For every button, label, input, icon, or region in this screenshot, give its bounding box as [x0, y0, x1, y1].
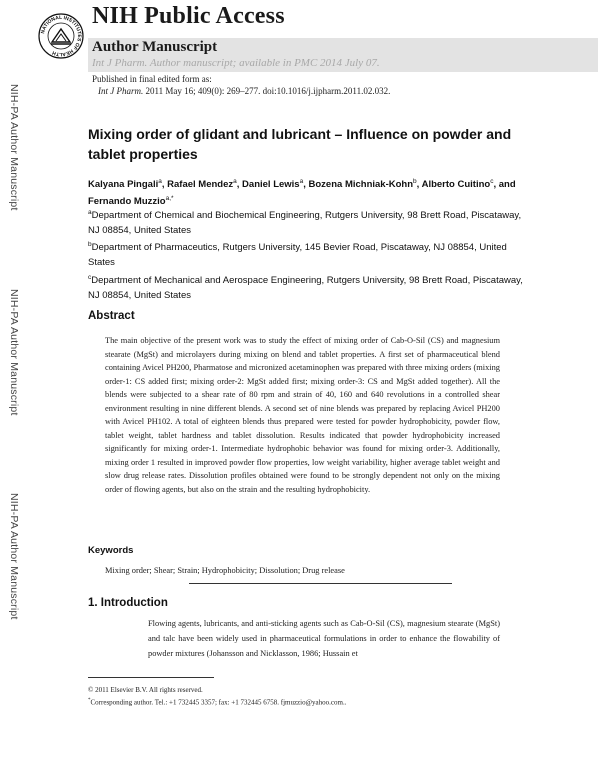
corresponding-mark: * [88, 698, 91, 703]
introduction-body: Flowing agents, lubricants, and anti-sticking agents such as Cab-O-Sil (CS), magnesium stearate (MgSt) and talc have been widely used in pharmaceutical formulations in order to enhance the flowability of powder mixtures (Johansson and Nicklasson, 1986; Hussain et [148, 619, 500, 658]
author-affiliation-mark: a,* [165, 195, 174, 203]
affiliation-text: Department of Pharmaceutics, Rutgers University, 145 Bevier Road, Piscataway, NJ 08854, United States [88, 242, 507, 269]
footnote-divider [88, 677, 214, 678]
paper-title: Mixing order of glidant and lubricant – Influence on powder and tablet properties [88, 126, 512, 162]
author-separator: , [161, 179, 168, 191]
nih-public-access-title: NIH Public Access [92, 3, 285, 29]
affiliation-text: Department of Chemical and Biochemical Engineering, Rutgers University, 98 Brett Road, Piscataway, NJ 08854, United States [88, 210, 522, 237]
corresponding-author-note [88, 698, 346, 706]
author-name: Fernando Muzzio [88, 196, 166, 208]
affiliation-mark: a [88, 209, 92, 216]
sidebar-manuscript-label: NIH-PA Author Manuscript [8, 289, 20, 416]
sidebar-manuscript-label: NIH-PA Author Manuscript [8, 493, 20, 620]
keywords-list: Mixing order; Shear; Strain; Hydrophobicity; Dissolution; Drug release [105, 566, 345, 575]
affiliation [88, 237, 528, 270]
author-affiliation-mark: b [413, 178, 417, 185]
abstract-body: The main objective of the present work was to study the effect of mixing order of Cab-O-Sil (CS) and magnesium stearate (MgSt) and microlayers during mixing on blend and tablet properties. A first set of pharmaceutical blend containing Avicel PH200, Pharmatose and micronized acetaminophen was prepared with three mixing orders (mixing order-1: CS added first; mixing order-2: MgSt added first; mixing order-3: CS and MgSt added together). All the blends were subjected to a shear rate of 80 rpm and strain of 40, 160 and 640 revolutions in a controlled shear environment resulting in nine different blends. A second set of nine blends was prepared by replacing Avicel PH200 with Avicel PH102. A total of eighteen blends thus prepared were tested for powder hydrophobicity, powder flow, tablet weight, tablet hardness and tablet dissolution. Results indicated that powder hydrophobicity increased significantly for mixing order-1. Intermediate hydrophobic behavior was found for mixing order-3. Additionally, mixing order 1 resulted in improved powder flow properties, low weight variability, higher average tablet weight and slow drug release rates. Dissolution profiles obtained were found to be strongly dependent not only on the mixing order of flowing agents, but also on the strain and the resulting hydrophobicity. [105, 336, 500, 494]
introduction-heading: 1. Introduction [88, 597, 168, 609]
author-name: Kalyana Pingali [88, 179, 159, 191]
author-affiliation-mark: a [233, 178, 237, 185]
author-name: Rafael Mendez [167, 179, 234, 191]
citation-details: 2011 May 16; 409(0): 269–277. doi:10.1016/j.ijpharm.2011.02.032. [145, 86, 391, 96]
affiliation-mark: b [88, 241, 92, 248]
author-manuscript-subtitle: Author Manuscript [92, 39, 218, 55]
author-affiliation-mark: a [158, 178, 162, 185]
availability-text: Author manuscript; available in PMC 2014 July 07. [149, 57, 380, 69]
author-separator: , [416, 179, 422, 191]
nih-seal-logo [37, 6, 85, 66]
author-separator: , [303, 179, 309, 191]
sidebar-manuscript-label: NIH-PA Author Manuscript [8, 84, 20, 211]
abstract-heading: Abstract [88, 310, 135, 322]
copyright-notice: © 2011 Elsevier B.V. All rights reserved. [88, 686, 203, 694]
author-affiliation-mark: c [490, 178, 494, 185]
author-separator: , [236, 179, 243, 191]
author-affiliation-mark: a [299, 178, 304, 185]
citation-journal: Int J Pharm. [98, 86, 144, 96]
affiliation-mark: c [88, 274, 92, 281]
availability-journal: Int J Pharm. [92, 57, 148, 69]
availability-note [92, 57, 380, 69]
author-name: Daniel Lewis [242, 179, 300, 191]
affiliation-text: Department of Mechanical and Aerospace Engineering, Rutgers University, 98 Brett Road, Piscataway, NJ 08854, United States [88, 275, 523, 302]
published-label: Published in final edited form as: [92, 74, 212, 84]
author-separator: , and [493, 179, 516, 191]
author-name: Bozena Michniak-Kohn [308, 179, 414, 191]
keywords-heading: Keywords [88, 545, 134, 556]
affiliation [88, 270, 528, 303]
svg-text:NATIONAL INSTITUTES OF HEALTH: NATIONAL INSTITUTES OF HEALTH [40, 14, 83, 58]
keywords-divider [189, 583, 452, 584]
affiliation [88, 205, 528, 238]
publication-citation [98, 86, 390, 96]
author-name: Alberto Cuitino [421, 179, 491, 191]
corresponding-text: Corresponding author. Tel.: +1 732445 3357; fax: +1 732445 6758. fjmuzzio@yahoo.com.. [90, 698, 347, 707]
